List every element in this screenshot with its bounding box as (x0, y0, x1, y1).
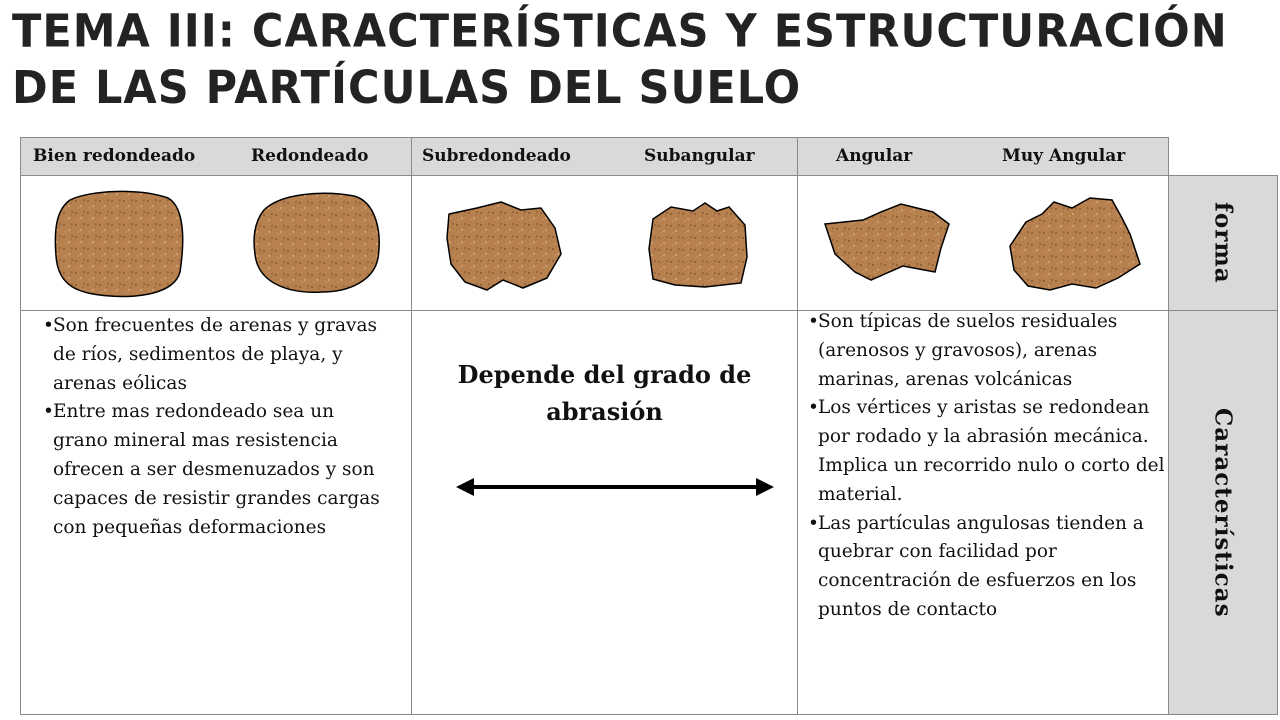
side-label-caracteristicas (1168, 310, 1278, 715)
double-arrow-icon (454, 474, 776, 500)
right-bullet-list (808, 308, 1166, 625)
side-label-forma (1168, 175, 1278, 311)
header-muy-angular: Muy Angular (1002, 146, 1126, 166)
right-characteristics (808, 308, 1166, 625)
right-bullet-item: • Son típicas de suelos residuales (arenosos y gravosos), arenas marinas, arenas volcánicas (808, 308, 1166, 394)
header-cell-sub (411, 137, 798, 176)
left-bullet-item: • Son frecuentes de arenas y gravas de ríos, sedimentos de playa, y arenas eólicas (43, 312, 393, 398)
left-bullet-list (43, 312, 393, 542)
grain-muy-angular (1006, 194, 1146, 294)
grain-redondeado (250, 188, 385, 298)
header-subredondeado: Subredondeado (422, 146, 571, 166)
header-redondeado: Redondeado (251, 146, 369, 166)
left-bullet-item: • Entre mas redondeado sea un grano mineral mas resistencia ofrecen a ser desmenuzados y son capaces de resistir grandes cargas con pequeñas deformaciones (43, 398, 393, 542)
header-cell-angular (797, 137, 1169, 176)
header-bien-redondeado: Bien redondeado (33, 146, 196, 166)
side-label-forma-text: forma (1209, 202, 1237, 284)
header-cell-redondeado (20, 137, 412, 176)
side-label-caracteristicas-text: Características (1209, 407, 1237, 618)
grain-bien-redondeado (50, 186, 190, 301)
grain-subangular (645, 199, 753, 289)
header-subangular: Subangular (644, 146, 755, 166)
right-bullet-item: • Los vértices y aristas se redondean por rodado y la abrasión mecánica. Implica un recorrido nulo o corto del material. (808, 394, 1166, 509)
grain-subredondeado (443, 198, 565, 294)
grain-angular (823, 202, 953, 284)
left-characteristics (43, 312, 393, 542)
header-angular: Angular (836, 146, 913, 166)
right-bullet-item: • Las partículas angulosas tienden a quebrar con facilidad por concentración de esfuerzos en los puntos de contacto (808, 510, 1166, 625)
abrasion-note: Depende del grado de abrasión (457, 360, 752, 426)
slide-title: TEMA III: CARACTERÍSTICAS Y ESTRUCTURACIÓN DE LAS PARTÍCULAS DEL SUELO (12, 5, 1228, 115)
